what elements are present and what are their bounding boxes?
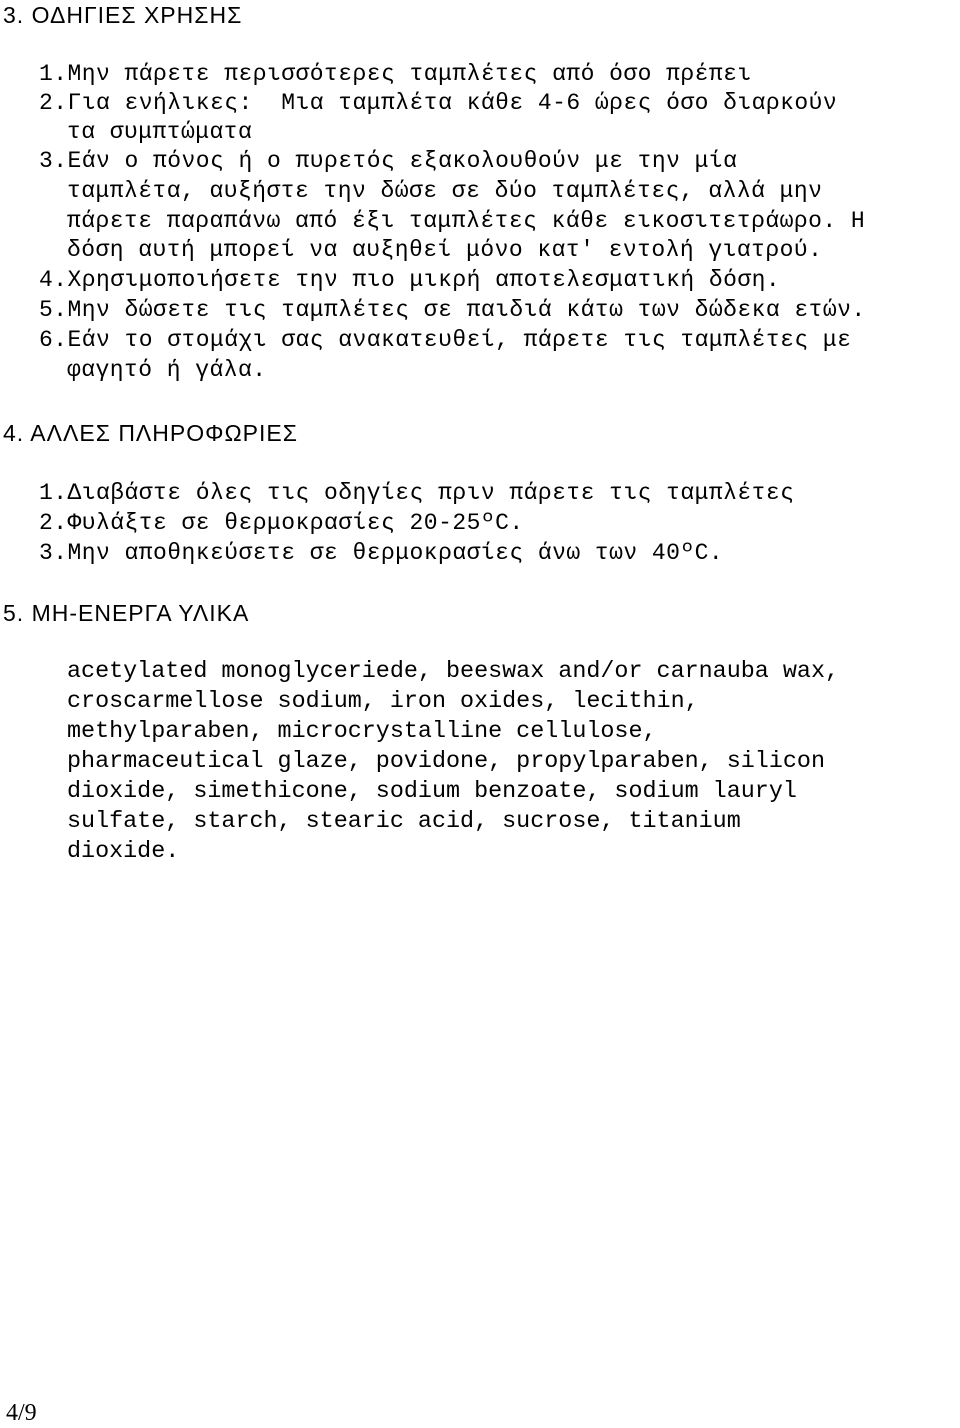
ingredients-line-4: pharmaceutical glaze, povidone, propylparaben, silicon [67,749,825,775]
section-3-heading: 3. ΟΔΗΓΙΕΣ ΧΡΗΣΗΣ [3,2,243,28]
section-3-item-1: 1.Μην πάρετε περισσότερες ταμπλέτες από όσο πρέπει [39,61,752,87]
section-3-item-3-continued-2: πάρετε παραπάνω από έξι ταμπλέτες κάθε εικοσιτετράωρο. Η [67,208,866,234]
section-3-item-3: 3.Εάν ο πόνος ή ο πυρετός εξακολουθούν με την μία [39,148,738,174]
section-4-item-2: 2.Φυλάξτε σε θερμοκρασίες 20-25ºC. [39,510,524,536]
section-4-item-1: 1.Διαβάστε όλες τις οδηγίες πριν πάρετε τις ταμπλέτες [39,480,795,506]
ingredients-line-1: acetylated monoglyceriede, beeswax and/or carnauba wax, [67,659,840,685]
section-3-item-4: 4.Χρησιμοποιήσετε την πιο μικρή αποτελεσματική δόση. [39,267,781,293]
ingredients-line-6: sulfate, starch, stearic acid, sucrose, titanium [67,809,741,835]
section-3-item-5: 5.Μην δώσετε τις ταμπλέτες σε παιδιά κάτω των δώδεκα ετών. [39,297,866,323]
ingredients-line-7: dioxide. [67,839,180,865]
section-3-item-6-continued: φαγητό ή γάλα. [67,357,267,383]
section-4-item-3: 3.Μην αποθηκεύσετε σε θερμοκρασίες άνω των 40ºC. [39,540,724,566]
page-number: 4/9 [6,1400,37,1426]
ingredients-line-2: croscarmellose sodium, iron oxides, lecithin, [67,689,699,715]
section-3-item-3-continued-3: δόση αυτή μπορεί να αυξηθεί μόνο κατ' εντολή γιατρού. [67,237,823,263]
section-5-heading: 5. ΜΗ-ΕΝΕΡΓΑ ΥΛΙΚΑ [3,600,250,626]
section-3-item-3-continued-1: ταμπλέτα, αυξήστε την δώσε σε δύο ταμπλέτες, αλλά μην [67,178,823,204]
section-4-heading: 4. ΑΛΛΕΣ ΠΛΗΡΟΦΩΡΙΕΣ [3,420,298,446]
section-3-item-2: 2.Για ενήλικες: Μια ταμπλέτα κάθε 4-6 ώρες όσο διαρκούν [39,90,838,116]
section-3-item-6: 6.Εάν το στομάχι σας ανακατευθεί, πάρετε τις ταμπλέτες με [39,327,852,353]
ingredients-line-3: methylparaben, microcrystalline cellulose, [67,719,657,745]
section-3-item-2-continued: τα συμπτώματα [67,119,253,145]
ingredients-line-5: dioxide, simethicone, sodium benzoate, sodium lauryl [67,779,797,805]
